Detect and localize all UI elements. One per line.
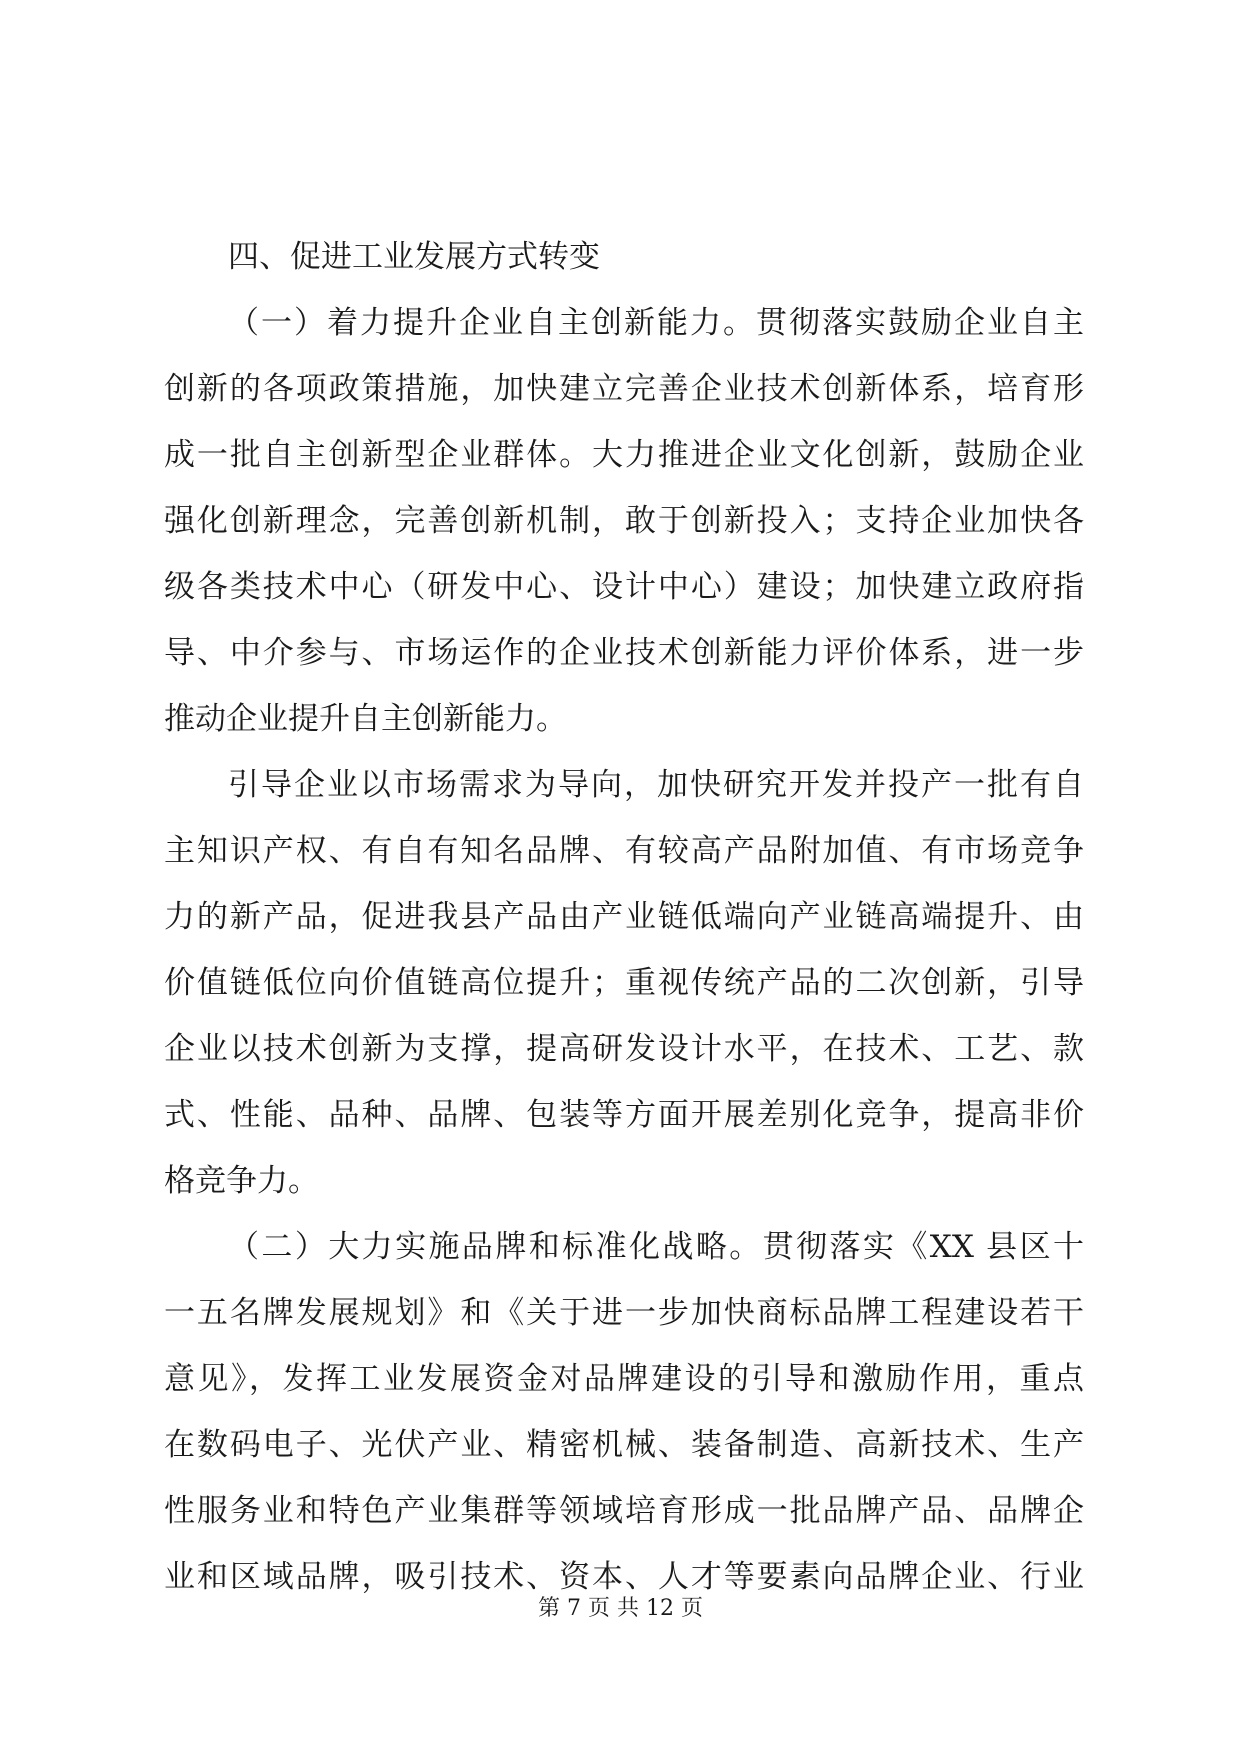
paragraph-line: 一五名牌发展规划》和《关于进一步加快商标品牌工程建设若干 (164, 1295, 1084, 1331)
paragraph-line: 创新的各项政策措施，加快建立完善企业技术创新体系，培育形 (164, 371, 1084, 407)
paragraph-line: 价值链低位向价值链高位提升；重视传统产品的二次创新，引导 (164, 965, 1084, 1001)
paragraph-line: 级各类技术中心（研发中心、设计中心）建设；加快建立政府指 (164, 569, 1084, 605)
page-footer: 第 7 页 共 12 页 (538, 1596, 703, 1621)
paragraph-line: 在数码电子、光伏产业、精密机械、装备制造、高新技术、生产 (164, 1427, 1084, 1463)
paragraph-3 (164, 1214, 1084, 1610)
paragraph-line: 成一批自主创新型企业群体。大力推进企业文化创新，鼓励企业 (164, 437, 1084, 473)
paragraph-2 (164, 752, 1084, 1214)
paragraph-line: （二）大力实施品牌和标准化战略。贯彻落实《XX 县区十 (228, 1229, 1084, 1265)
paragraph-line: 企业以技术创新为支撑，提高研发设计水平，在技术、工艺、款 (164, 1031, 1084, 1067)
paragraph-1 (164, 290, 1084, 752)
paragraph-line: 业和区域品牌，吸引技术、资本、人才等要素向品牌企业、行业 (164, 1559, 1084, 1595)
paragraph-line: 主知识产权、有自有知名品牌、有较高产品附加值、有市场竞争 (164, 833, 1084, 869)
paragraph-line: 意见》，发挥工业发展资金对品牌建设的引导和激励作用，重点 (164, 1361, 1084, 1397)
paragraph-line: 力的新产品，促进我县产品由产业链低端向产业链高端提升、由 (164, 899, 1084, 935)
paragraph-line: 式、性能、品种、品牌、包装等方面开展差别化竞争，提高非价 (164, 1097, 1084, 1133)
paragraph-line: 推动企业提升自主创新能力。 (164, 701, 567, 737)
paragraph-line: （一）着力提升企业自主创新能力。贯彻落实鼓励企业自主 (228, 305, 1084, 341)
paragraph-line: 引导企业以市场需求为导向，加快研究开发并投产一批有自 (228, 767, 1084, 803)
document-body (164, 224, 1084, 1610)
section-heading: 四、促进工业发展方式转变 (228, 239, 600, 275)
paragraph-line: 性服务业和特色产业集群等领域培育形成一批品牌产品、品牌企 (164, 1493, 1084, 1529)
paragraph-line: 格竞争力。 (164, 1163, 319, 1199)
paragraph-line: 强化创新理念，完善创新机制，敢于创新投入；支持企业加快各 (164, 503, 1084, 539)
paragraph-line: 导、中介参与、市场运作的企业技术创新能力评价体系，进一步 (164, 635, 1084, 671)
